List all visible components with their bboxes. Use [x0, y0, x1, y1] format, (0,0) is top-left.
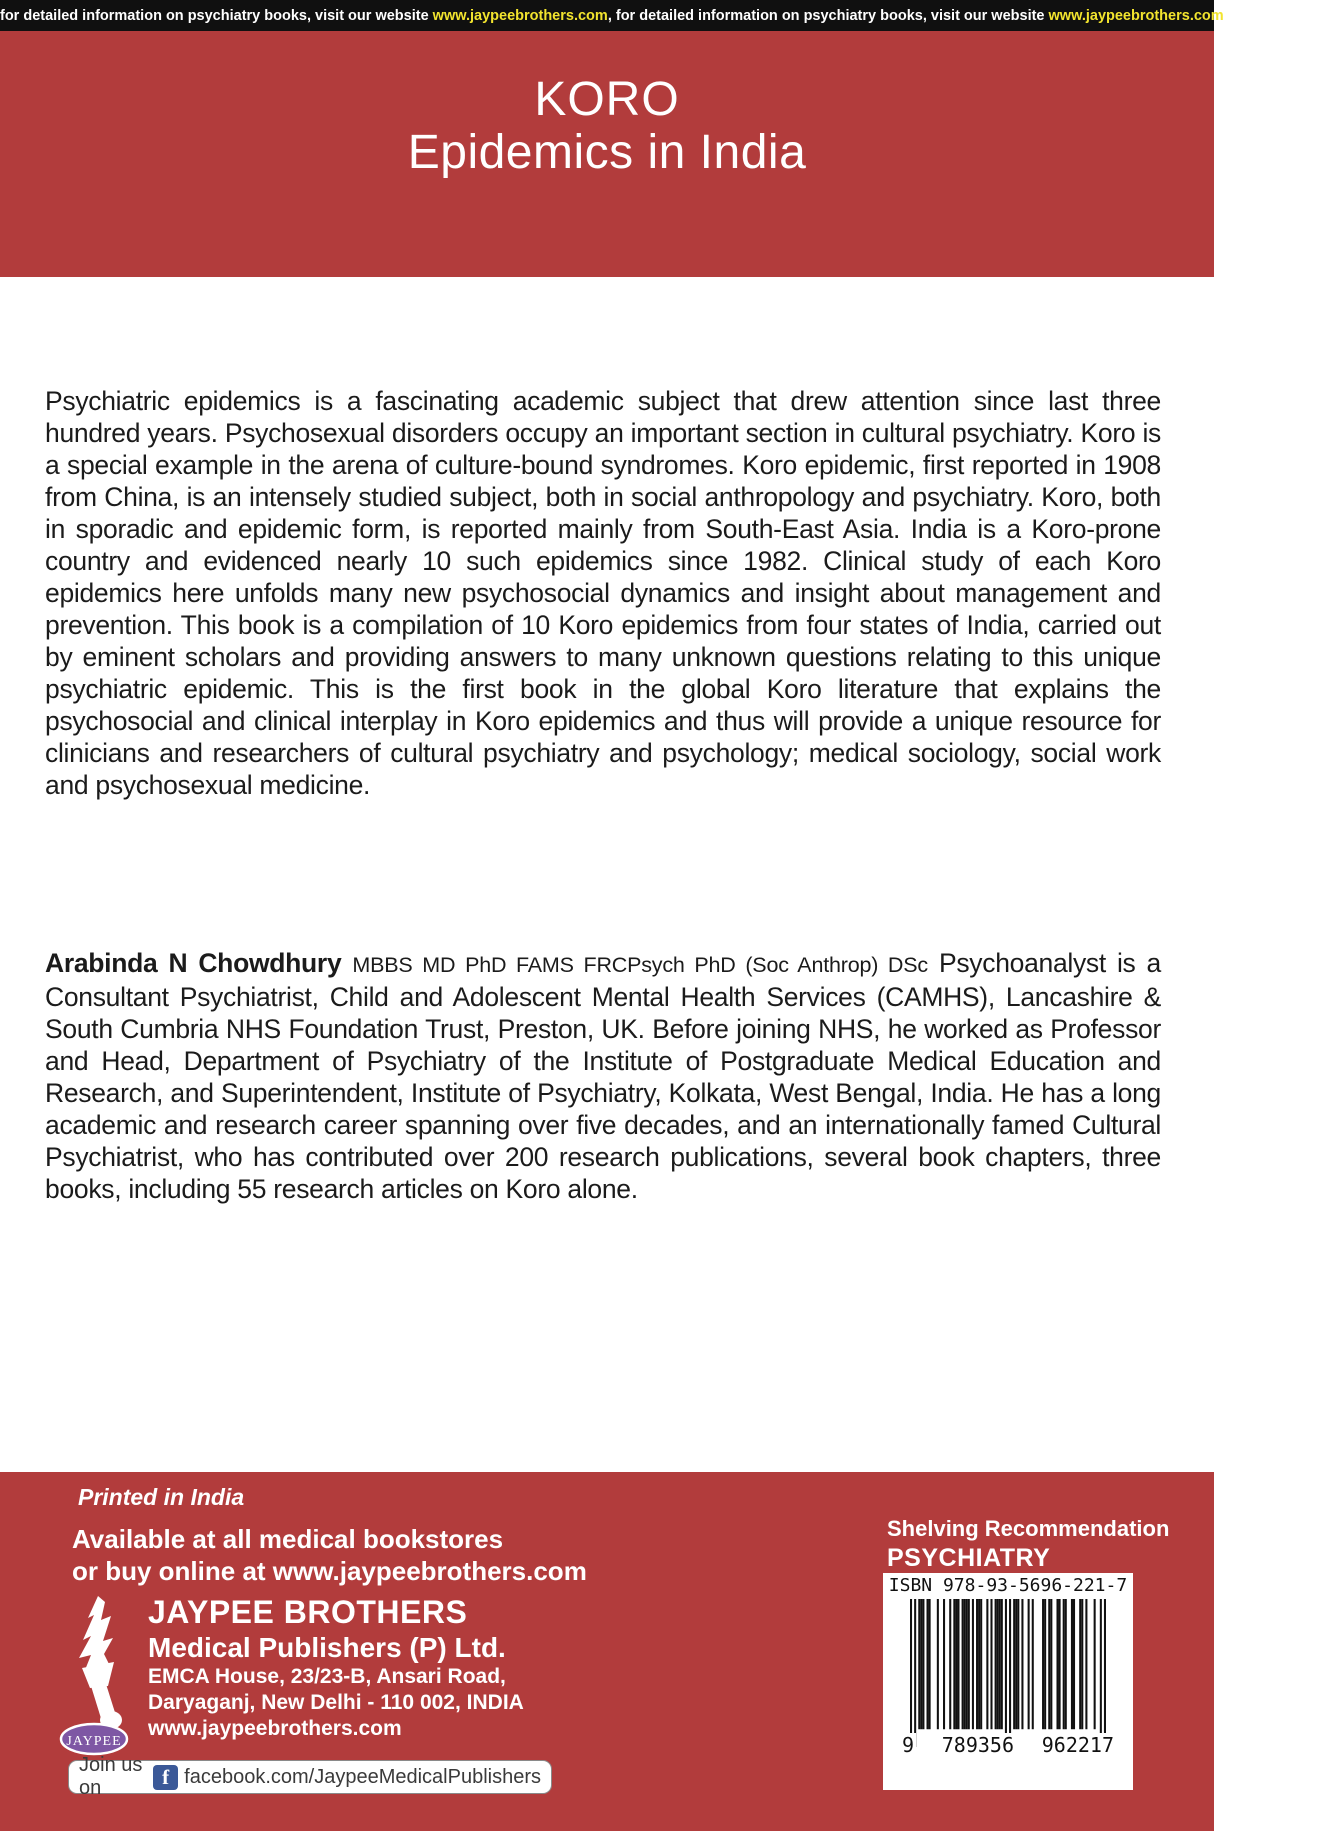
facebook-icon: f	[153, 1765, 178, 1790]
facebook-prefix: Join us on	[79, 1754, 143, 1799]
isbn-box	[883, 1573, 1133, 1790]
publisher-address-1: EMCA House, 23/23-B, Ansari Road,	[148, 1665, 506, 1688]
book-title: KORO	[534, 73, 680, 126]
torch-icon	[58, 1594, 138, 1758]
shelving-label: Shelving Recommendation	[887, 1516, 1170, 1541]
barcode-icon	[910, 1599, 1106, 1747]
shelving-category: PSYCHIATRY	[887, 1544, 1051, 1572]
banner-website-link: www.jaypeebrothers.com	[1048, 7, 1224, 24]
isbn-digits	[900, 1733, 1116, 1757]
content-area	[0, 277, 1214, 1472]
facebook-handle: facebook.com/JaypeeMedicalPublishers	[184, 1765, 541, 1788]
book-subtitle: Epidemics in India	[407, 126, 807, 179]
isbn-digit-left: 9	[902, 1733, 915, 1757]
author-name: Arabinda N Chowdhury	[45, 947, 342, 978]
title-block	[0, 73, 1214, 179]
synopsis-paragraph: Psychiatric epidemics is a fascinating academic subject that drew attention since last three hundred years. Psychosexual disorders occupy an important section in cultural psychiatry. Koro is a special example in the arena of culture-bound syndromes. Koro epidemic, first reported in 1908 from China, is an intensely studied subject, both in social anthropology and psychiatry. Koro, both in sporadic and epidemic form, is reported mainly from South-East Asia. India is a Koro-prone country and evidenced nearly 10 such epidemics since 1982. Clinical study of each Koro epidemics here unfolds many new psychosocial dynamics and insight about management and prevention. This book is a compilation of 10 Koro epidemics from four states of India, carried out by eminent scholars and providing answers to many unknown questions relating to this unique psychiatric epidemic. This is the first book in the global Koro literature that explains the psychosocial and clinical interplay in Koro epidemics and thus will provide a unique resource for clinicians and researchers of cultural psychiatry and psychology; medical sociology, social work and psychosexual medicine.	[45, 385, 1161, 800]
publisher-subtitle: Medical Publishers (P) Ltd.	[148, 1632, 506, 1663]
header-band	[0, 31, 1214, 277]
availability-line-1: Available at all medical bookstores	[72, 1524, 504, 1554]
printed-in-india-label: Printed in India	[78, 1484, 245, 1510]
banner-text: for detailed information on psychiatry books, visit our website	[0, 7, 433, 24]
publisher-name: JAYPEE BROTHERS	[148, 1594, 468, 1630]
author-bio: Psychoanalyst is a Consultant Psychiatrist, Child and Adolescent Mental Health Services (CAMHS), Lancashire & South Cumbria NHS Foundation Trust, Preston, UK. Before joining NHS, he worked as Professor and Head, Department of Psychiatry of the Institute of Postgraduate Medical Education and Research, and Superintendent, Institute of Psychiatry, Kolkata, West Bengal, India. He has a long academic and research career spanning over five decades, and an internationally famed Cultural Psychiatrist, who has contributed over 200 research publications, several book chapters, three books, including 55 research articles on Koro alone.	[45, 947, 1161, 1204]
facebook-bar	[68, 1754, 552, 1799]
jaypee-logo-badge-text: JAYPEE	[66, 1734, 122, 1749]
isbn-digit-right: 962217	[1041, 1733, 1114, 1757]
top-banner	[0, 0, 1318, 31]
banner-website-link: www.jaypeebrothers.com	[432, 7, 608, 24]
footer-band	[0, 1472, 1214, 1831]
banner-text: , for detailed i	[1223, 7, 1318, 24]
publisher-block	[148, 1594, 524, 1742]
availability-line-2: or buy online at www.jaypeebrothers.com	[72, 1556, 587, 1586]
publisher-address-2: Daryaganj, New Delhi - 110 002, INDIA	[148, 1691, 524, 1714]
banner-text: , for detailed information on psychiatry books, visit our website	[607, 7, 1049, 24]
author-degrees: MBBS MD PhD FAMS FRCPsych PhD (Soc Anthrop) DSc	[352, 952, 928, 977]
jaypee-logo	[58, 1594, 138, 1758]
isbn-digit-mid: 789356	[941, 1733, 1015, 1757]
author-paragraph	[45, 947, 1161, 1205]
isbn-label: ISBN 978-93-5696-221-7	[888, 1575, 1128, 1596]
publisher-website: www.jaypeebrothers.com	[148, 1717, 402, 1740]
